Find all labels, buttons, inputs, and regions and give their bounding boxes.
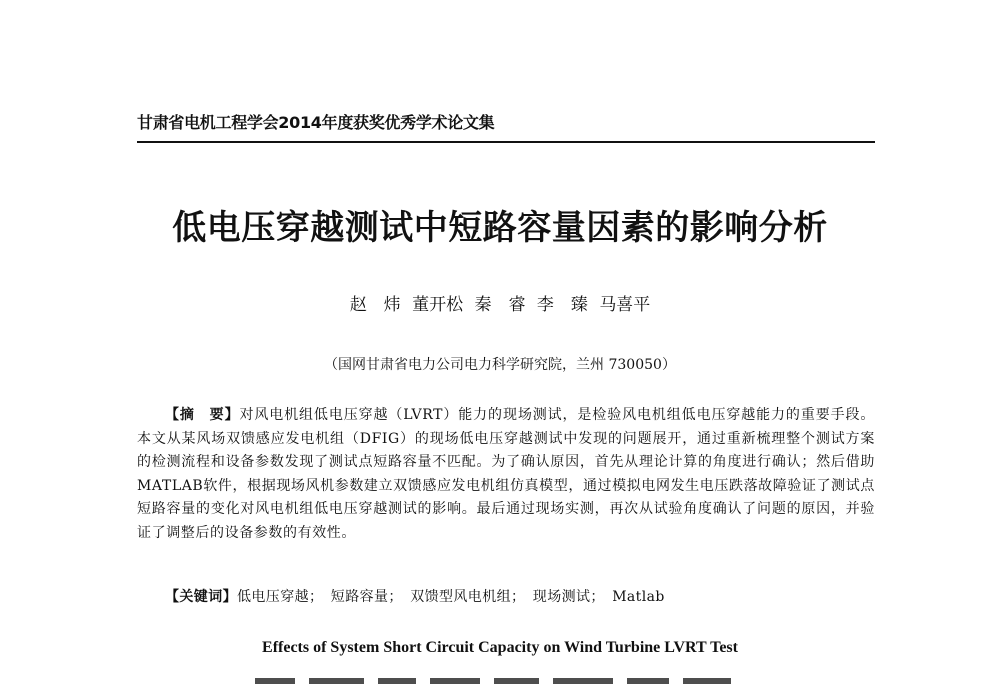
author-name: 李 臻 — [536, 295, 588, 315]
abstract-text: 对风电机组低电压穿越（LVRT）能力的现场测试，是检验风电机组低电压穿越能力的重要手段。本文从某风场双馈感应发电机组（DFIG）的现场低电压穿越测试中发现的问题展开，通过重新梳理整个测试方案的检测流程和设备参数发现了测试点短路容量不匹配。为了确认原因，首先从理论计算的角度进行确认；然后借助MATLAB软件，根据现场风机参数建立双馈感应发电机组仿真模型，通过模拟电网发生电压跌落故障验证了测试点短路容量的变化对风电机组低电压穿越测试的影响。最后通过现场实测，再次从试验角度确认了问题的原因，并验证了调整后的设备参数的有效性。 — [137, 407, 875, 541]
abstract-label: 【摘 要】 — [165, 407, 240, 423]
abstract — [137, 404, 875, 545]
author-name: 赵 炜 — [349, 295, 401, 315]
keywords — [137, 586, 875, 610]
header-rule — [137, 141, 875, 143]
author-list — [0, 293, 1000, 317]
keywords-text: 低电压穿越； 短路容量； 双馈型风电机组； 现场测试； Matlab — [237, 589, 665, 605]
affiliation: （国网甘肃省电力公司电力科学研究院，兰州 730050） — [324, 357, 676, 373]
running-head: 甘肃省电机工程学会2014年度获奖优秀学术论文集 — [137, 113, 495, 132]
english-title: Effects of System Short Circuit Capacity on Wind Turbine LVRT Test — [262, 639, 738, 656]
cutoff-author-line — [255, 678, 745, 684]
author-name: 秦 睿 — [474, 295, 526, 315]
author-name: 马喜平 — [599, 295, 651, 315]
paper-title: 低电压穿越测试中短路容量因素的影响分析 — [172, 208, 828, 248]
keywords-label: 【关键词】 — [165, 589, 237, 605]
author-name: 董开松 — [412, 295, 464, 315]
